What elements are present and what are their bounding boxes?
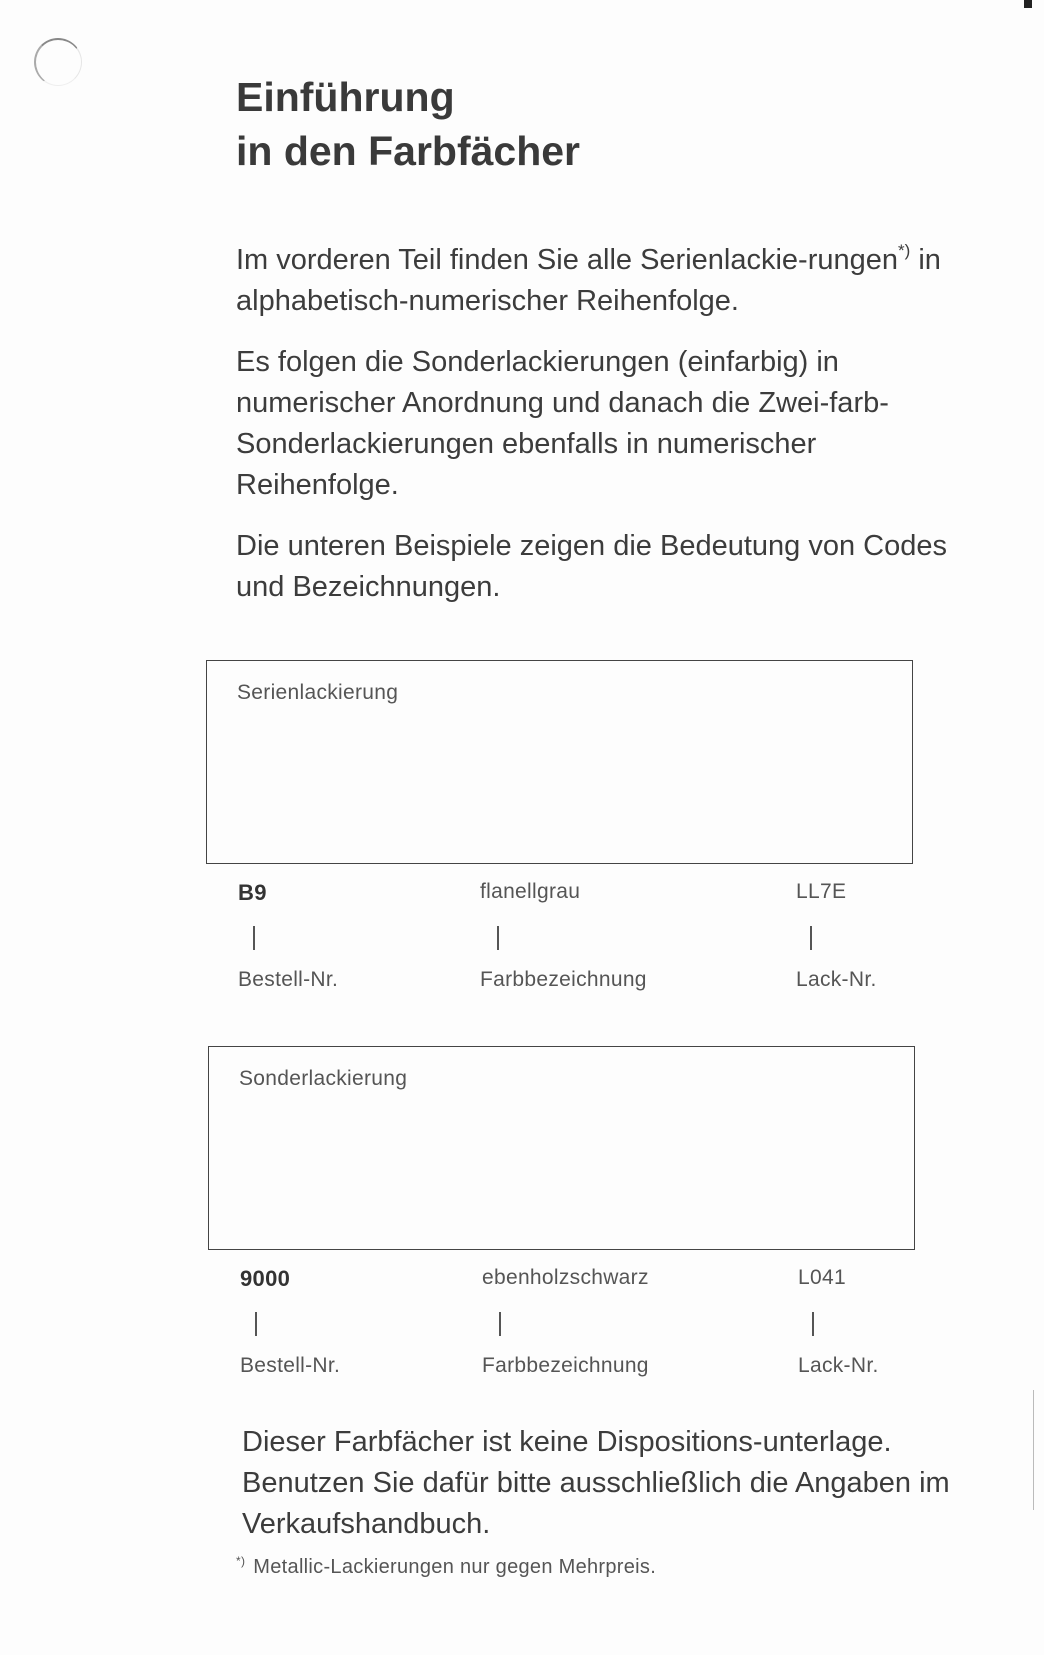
page-title (236, 70, 580, 178)
punch-hole (34, 38, 82, 86)
color-swatch-box-special (208, 1046, 915, 1250)
color-name: flanellgrau (480, 880, 581, 903)
paint-number: LL7E (796, 880, 847, 903)
color-name-label: Farbbezeichnung (482, 1354, 649, 1377)
intro-paragraph-1 (236, 240, 976, 322)
paint-number: L041 (798, 1266, 846, 1289)
disclaimer-text: Dieser Farbfächer ist keine Dispositions-unterlage. Benutzen Sie dafür bitte ausschließlich die Angaben im Verkaufshandbuch. (242, 1426, 950, 1540)
title-line-1: Einführung (236, 74, 455, 120)
paint-number-label: Lack-Nr. (798, 1354, 879, 1377)
order-number: B9 (238, 880, 267, 905)
title-line-2: in den Farbfächer (236, 128, 581, 174)
color-name: ebenholzschwarz (482, 1266, 649, 1289)
box-label: Sonderlackierung (239, 1067, 408, 1090)
footnote-text: Metallic-Lackierungen nur gegen Mehrpreis. (253, 1556, 657, 1578)
pointer-tick (810, 926, 812, 950)
order-number-label: Bestell-Nr. (238, 968, 339, 991)
paint-number-label: Lack-Nr. (796, 968, 877, 991)
intro-paragraph-2: Es folgen die Sonderlackierungen (einfarbig) in numerischer Anordnung und danach die Zwei-farb-Sonderlackierungen ebenfalls in numerischer Reihenfolge. (236, 346, 889, 501)
box-label: Serienlackierung (237, 681, 399, 704)
pointer-tick (812, 1312, 814, 1336)
pointer-tick (497, 926, 499, 950)
pointer-tick (499, 1312, 501, 1336)
color-name-label: Farbbezeichnung (480, 968, 647, 991)
color-swatch-box-serial (206, 660, 913, 864)
intro-p1-text: Im vorderen Teil finden Sie alle Serienlackie-rungen (236, 244, 899, 276)
pointer-tick (255, 1312, 257, 1336)
edge-line (1033, 1390, 1034, 1510)
intro-text (236, 240, 976, 628)
pointer-tick (253, 926, 255, 950)
intro-p1-text-end: in alphabetisch-numerischer Reihenfolge. (236, 244, 941, 317)
order-number-label: Bestell-Nr. (240, 1354, 341, 1377)
intro-paragraph-3: Die unteren Beispiele zeigen die Bedeutung von Codes und Bezeichnungen. (236, 530, 947, 603)
footnote (236, 1556, 656, 1579)
edge-mark (1024, 0, 1032, 8)
footnote-mark: *) (236, 1554, 246, 1568)
order-number: 9000 (240, 1266, 291, 1291)
footnote-reference: *) (898, 241, 911, 260)
